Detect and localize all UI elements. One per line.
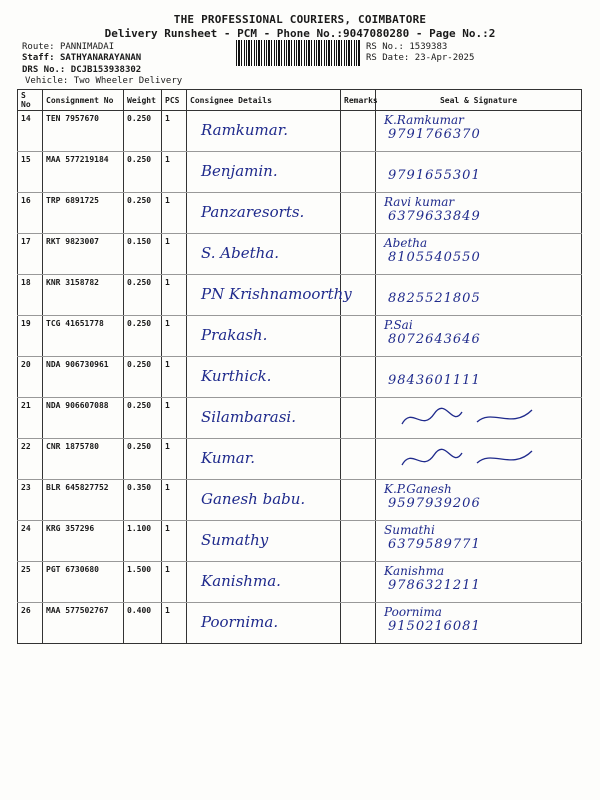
table-row <box>18 603 582 644</box>
consignee-handwritten-name: Ramkumar. <box>201 121 289 139</box>
company-title: THE PROFESSIONAL COURIERS, COIMBATORE <box>173 13 427 26</box>
consignee-details-cell <box>187 562 341 603</box>
serial-number-cell: 16 <box>18 193 43 234</box>
table-row <box>18 152 582 193</box>
remarks-cell <box>341 521 376 562</box>
rs-number-label: RS No.: <box>366 42 404 52</box>
weight-cell: 0.250 <box>124 152 162 193</box>
rs-date-value: 23-Apr-2025 <box>414 53 475 63</box>
signature-phone: 9597939206 <box>388 496 481 511</box>
serial-number-cell: 26 <box>18 603 43 644</box>
serial-number-cell: 18 <box>18 275 43 316</box>
rs-date-info <box>366 53 474 64</box>
consignee-handwritten-name: Ganesh babu. <box>201 490 306 508</box>
seal-signature-cell <box>376 521 582 562</box>
consignee-details-cell <box>187 193 341 234</box>
consignee-handwritten-name: Kanishma. <box>201 572 281 590</box>
signature-phone: 9786321211 <box>388 578 481 593</box>
staff-info <box>22 53 141 64</box>
seal-signature-cell <box>376 275 582 316</box>
signature-name: Poornima <box>384 605 442 619</box>
consignee-details-cell <box>187 234 341 275</box>
table-row <box>18 193 582 234</box>
seal-signature-cell <box>376 152 582 193</box>
table-body <box>18 111 582 644</box>
staff-label: Staff: <box>22 53 55 63</box>
signature-name: Kanishma <box>384 564 445 578</box>
table-row <box>18 357 582 398</box>
weight-cell: 0.250 <box>124 193 162 234</box>
consignment-number-cell: KRG 357296 <box>43 521 124 562</box>
table-row <box>18 398 582 439</box>
consignee-handwritten-name: Kurthick. <box>201 367 272 385</box>
serial-number-cell: 19 <box>18 316 43 357</box>
pieces-cell: 1 <box>162 193 187 234</box>
remarks-cell <box>341 562 376 603</box>
serial-number-cell: 17 <box>18 234 43 275</box>
remarks-cell <box>341 152 376 193</box>
consignee-details-cell <box>187 603 341 644</box>
drs-value: DCJB153938302 <box>70 65 142 75</box>
signature-phone: 8105540550 <box>388 250 481 265</box>
consignee-handwritten-name: Prakash. <box>201 326 268 344</box>
vehicle-label: Vehicle: <box>25 76 69 86</box>
consignment-number-cell: CNR 1875780 <box>43 439 124 480</box>
staff-value: SATHYANARAYANAN <box>59 53 142 63</box>
pieces-cell: 1 <box>162 398 187 439</box>
seal-signature-cell <box>376 357 582 398</box>
weight-cell: 0.250 <box>124 111 162 152</box>
signature-phone: 6379589771 <box>388 537 481 552</box>
consignee-handwritten-name: Silambarasi. <box>201 408 296 426</box>
seal-signature-cell <box>376 193 582 234</box>
signature-phone: 9791766370 <box>388 127 481 142</box>
remarks-cell <box>341 111 376 152</box>
consignee-handwritten-name: Benjamin. <box>201 162 278 180</box>
signature-name: K.P.Ganesh <box>384 482 452 496</box>
column-header: Consignment No <box>43 90 124 111</box>
seal-signature-cell <box>376 234 582 275</box>
signature-name: Ravi kumar <box>384 195 455 209</box>
vehicle-info <box>25 76 182 87</box>
weight-cell: 0.150 <box>124 234 162 275</box>
route-label: Route: <box>22 42 55 52</box>
consignment-number-cell: TRP 6891725 <box>43 193 124 234</box>
signature-scribble <box>382 402 562 434</box>
consignment-number-cell: RKT 9823007 <box>43 234 124 275</box>
pieces-cell: 1 <box>162 111 187 152</box>
consignee-details-cell <box>187 357 341 398</box>
table-row <box>18 439 582 480</box>
consignment-number-cell: MAA 577502767 <box>43 603 124 644</box>
pieces-cell: 1 <box>162 275 187 316</box>
signature-phone: 8072643646 <box>388 332 481 347</box>
weight-cell: 1.500 <box>124 562 162 603</box>
consignee-handwritten-name: PN Krishnamoorthy <box>201 285 352 303</box>
consignee-details-cell <box>187 316 341 357</box>
consignment-number-cell: PGT 6730680 <box>43 562 124 603</box>
consignment-number-cell: BLR 645827752 <box>43 480 124 521</box>
consignment-number-cell: KNR 3158782 <box>43 275 124 316</box>
remarks-cell <box>341 357 376 398</box>
weight-cell: 1.100 <box>124 521 162 562</box>
signature-name: K.Ramkumar <box>384 113 464 127</box>
table-row <box>18 111 582 152</box>
remarks-cell <box>341 193 376 234</box>
rs-number-info <box>366 42 447 53</box>
seal-signature-cell <box>376 439 582 480</box>
seal-signature-cell <box>376 111 582 152</box>
column-header: S No <box>18 90 43 111</box>
weight-cell: 0.250 <box>124 357 162 398</box>
column-header: Weight <box>124 90 162 111</box>
weight-cell: 0.350 <box>124 480 162 521</box>
remarks-cell <box>341 603 376 644</box>
serial-number-cell: 20 <box>18 357 43 398</box>
drs-label: DRS No.: <box>22 65 66 75</box>
rs-number-value: 1539383 <box>409 42 448 52</box>
column-header: PCS <box>162 90 187 111</box>
signature-phone: 9843601111 <box>388 373 481 388</box>
pieces-cell: 1 <box>162 316 187 357</box>
signature-name: Sumathi <box>384 523 435 537</box>
seal-signature-cell <box>376 603 582 644</box>
pieces-cell: 1 <box>162 234 187 275</box>
serial-number-cell: 25 <box>18 562 43 603</box>
table-row <box>18 275 582 316</box>
weight-cell: 0.250 <box>124 439 162 480</box>
pieces-cell: 1 <box>162 152 187 193</box>
consignee-details-cell <box>187 152 341 193</box>
consignee-details-cell <box>187 439 341 480</box>
remarks-cell <box>341 234 376 275</box>
table-header <box>18 90 582 111</box>
column-header: Remarks <box>341 90 376 111</box>
serial-number-cell: 21 <box>18 398 43 439</box>
remarks-cell <box>341 398 376 439</box>
consignee-details-cell <box>187 480 341 521</box>
drs-info <box>22 65 141 76</box>
table-row <box>18 562 582 603</box>
consignment-number-cell: NDA 906607088 <box>43 398 124 439</box>
consignment-number-cell: NDA 906730961 <box>43 357 124 398</box>
consignee-handwritten-name: Panzaresorts. <box>201 203 305 221</box>
signature-scribble <box>382 443 562 475</box>
runsheet-subtitle: Delivery Runsheet - PCM - Phone No.:9047080280 - Page No.:2 <box>104 27 496 40</box>
signature-name: P.Sai <box>384 318 413 332</box>
seal-signature-cell <box>376 480 582 521</box>
pieces-cell: 1 <box>162 357 187 398</box>
signature-phone: 6379633849 <box>388 209 481 224</box>
consignee-details-cell <box>187 111 341 152</box>
serial-number-cell: 23 <box>18 480 43 521</box>
weight-cell: 0.250 <box>124 398 162 439</box>
consignee-details-cell <box>187 275 352 316</box>
serial-number-cell: 15 <box>18 152 43 193</box>
table-row <box>18 234 582 275</box>
route-info <box>22 42 114 53</box>
column-header: Seal & Signature <box>376 90 582 111</box>
rs-date-label: RS Date: <box>366 53 410 63</box>
table-row <box>18 480 582 521</box>
pieces-cell: 1 <box>162 603 187 644</box>
seal-signature-cell <box>376 562 582 603</box>
consignee-handwritten-name: Poornima. <box>201 613 279 631</box>
serial-number-cell: 14 <box>18 111 43 152</box>
barcode-image <box>236 40 360 66</box>
weight-cell: 0.400 <box>124 603 162 644</box>
route-value: PANNIMADAI <box>59 42 115 52</box>
vehicle-value: Two Wheeler Delivery <box>73 76 183 86</box>
seal-signature-cell <box>376 316 582 357</box>
pieces-cell: 1 <box>162 562 187 603</box>
pieces-cell: 1 <box>162 439 187 480</box>
table-row <box>18 521 582 562</box>
consignment-number-cell: TCG 41651778 <box>43 316 124 357</box>
consignee-details-cell <box>187 521 341 562</box>
weight-cell: 0.250 <box>124 316 162 357</box>
consignment-number-cell: MAA 577219184 <box>43 152 124 193</box>
serial-number-cell: 24 <box>18 521 43 562</box>
signature-name: Abetha <box>384 236 428 250</box>
consignee-details-cell <box>187 398 341 439</box>
consignee-handwritten-name: S. Abetha. <box>201 244 279 262</box>
column-header: Consignee Details <box>187 90 341 111</box>
signature-phone: 9150216081 <box>388 619 481 634</box>
pieces-cell: 1 <box>162 480 187 521</box>
serial-number-cell: 22 <box>18 439 43 480</box>
consignee-handwritten-name: Kumar. <box>201 449 255 467</box>
seal-signature-cell <box>376 398 582 439</box>
consignee-handwritten-name: Sumathy <box>201 531 269 549</box>
remarks-cell <box>341 439 376 480</box>
table-row <box>18 316 582 357</box>
signature-phone: 9791655301 <box>388 168 481 183</box>
consignment-number-cell: TEN 7957670 <box>43 111 124 152</box>
weight-cell: 0.250 <box>124 275 162 316</box>
pieces-cell: 1 <box>162 521 187 562</box>
remarks-cell <box>341 316 376 357</box>
remarks-cell <box>341 480 376 521</box>
runsheet-table <box>17 89 582 644</box>
signature-phone: 8825521805 <box>388 291 481 306</box>
